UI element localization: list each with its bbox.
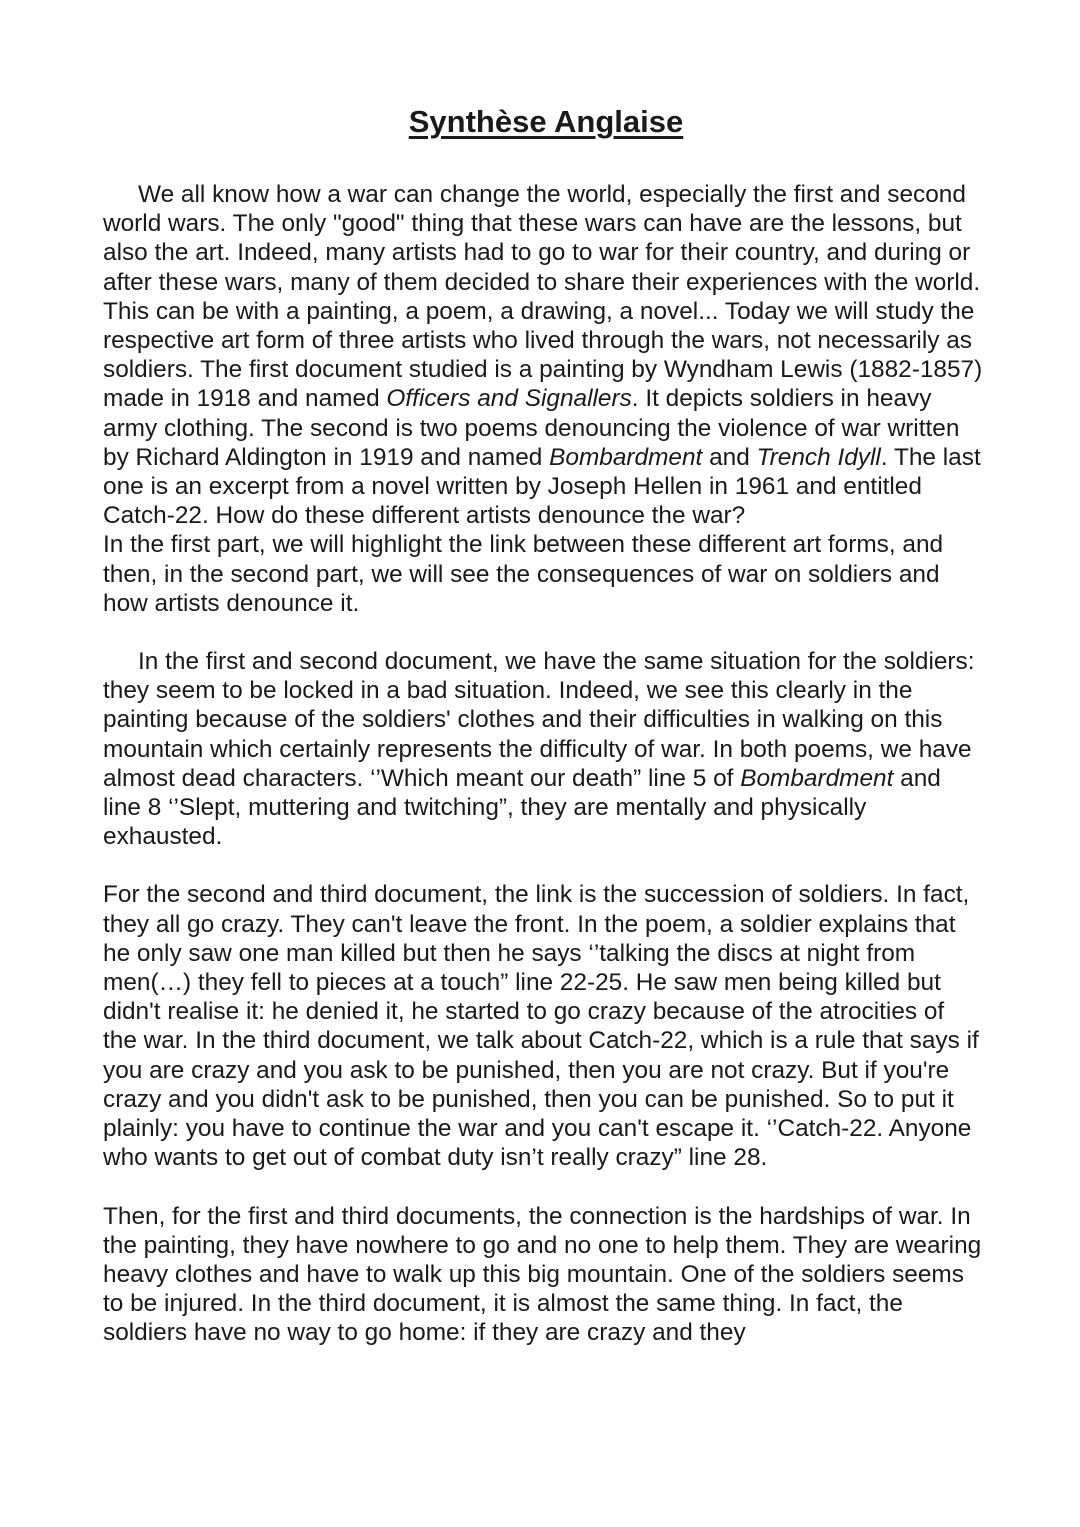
paragraph-second-third-document [103, 880, 983, 1172]
paragraph-text: In the first part, we will highlight the link between these different art forms, and then, in the second part, we will see the consequences of war on soldiers and how artists denounce it. [103, 531, 944, 617]
paragraph-text: We all know how a war can change the world, especially the first and second world wars. The only "good" thing that these wars can have are the lessons, but also the art. Indeed, many artists had to go to war for their country, and during or after these wars, many of them decided to share their experiences with the world. This can be with a painting, a poem, a drawing, a novel... Today we will study the respective art form of three artists who lived through the wars, not necessarily as soldiers. The first document studied is a painting by Wyndham Lewis (1882-1857) made in 1918 and named [103, 181, 983, 413]
paragraph-introduction [103, 180, 983, 530]
paragraph-first-second-document [103, 647, 983, 851]
paragraph-text: . The last one is an excerpt from a novel written by Joseph Hellen in 1961 and entitled Catch-22. How do these different artists denounce the war? [103, 443, 981, 530]
document-page [103, 104, 983, 1377]
paragraph-text: In the first and second document, we have the same situation for the soldiers: they seem to be locked in a bad situation. Indeed, we see this clearly in the painting because of the soldiers' clothes and their difficulties in walking on this mountain which certainly represents the difficulty of war. In both poems, we have almost dead characters. ‘’Which meant our death” line 5 of [103, 648, 975, 792]
paragraph-text: . It depicts soldiers in heavy army clothing. The second is two poems denouncing the violence of war written by Richard Aldington in 1919 and named [103, 385, 960, 471]
paragraph-text: For the second and third document, the link is the succession of soldiers. In fact, they all go crazy. They can't leave the front. In the poem, a soldier explains that he only saw one man killed but then he says ‘’talking the discs at night from men(…) they fell to pieces at a touch” line 22-25. He saw men being killed but didn't realise it: he denied it, he started to go crazy because of the atrocities of the war. In the third document, we talk about Catch-22, which is a rule that says if you are crazy and you ask to be punished, then you are not crazy. But if you're crazy and you didn't ask to be punished, then you can be punished. So to put it plainly: you have to continue the war and you can't escape it. ‘’Catch-22. Anyone who wants to get out of combat duty isn’t really crazy” line 28. [103, 881, 979, 1172]
italic-title-text: Bombardment [549, 443, 703, 471]
italic-title-text: Bombardment [740, 764, 894, 792]
italic-title-text: Trench Idyll [756, 443, 881, 471]
paragraph-text: and line 8 ‘’Slept, muttering and twitching”, they are mentally and physically exhausted. [103, 764, 941, 851]
paragraph-text: Then, for the first and third documents, the connection is the hardships of war. In the painting, they have nowhere to go and no one to help them. They are wearing heavy clothes and have to walk up this big mountain. One of the soldiers seems to be injured. In the third document, it is almost the same thing. In fact, the soldiers have no way to go home: if they are crazy and they [103, 1202, 982, 1347]
paragraph-plan [103, 530, 983, 618]
document-title: Synthèse Anglaise [408, 104, 684, 139]
paragraph-first-third-document [103, 1202, 983, 1348]
italic-title-text: Officers and Signallers [386, 385, 632, 413]
paragraph-text: and [702, 443, 757, 471]
